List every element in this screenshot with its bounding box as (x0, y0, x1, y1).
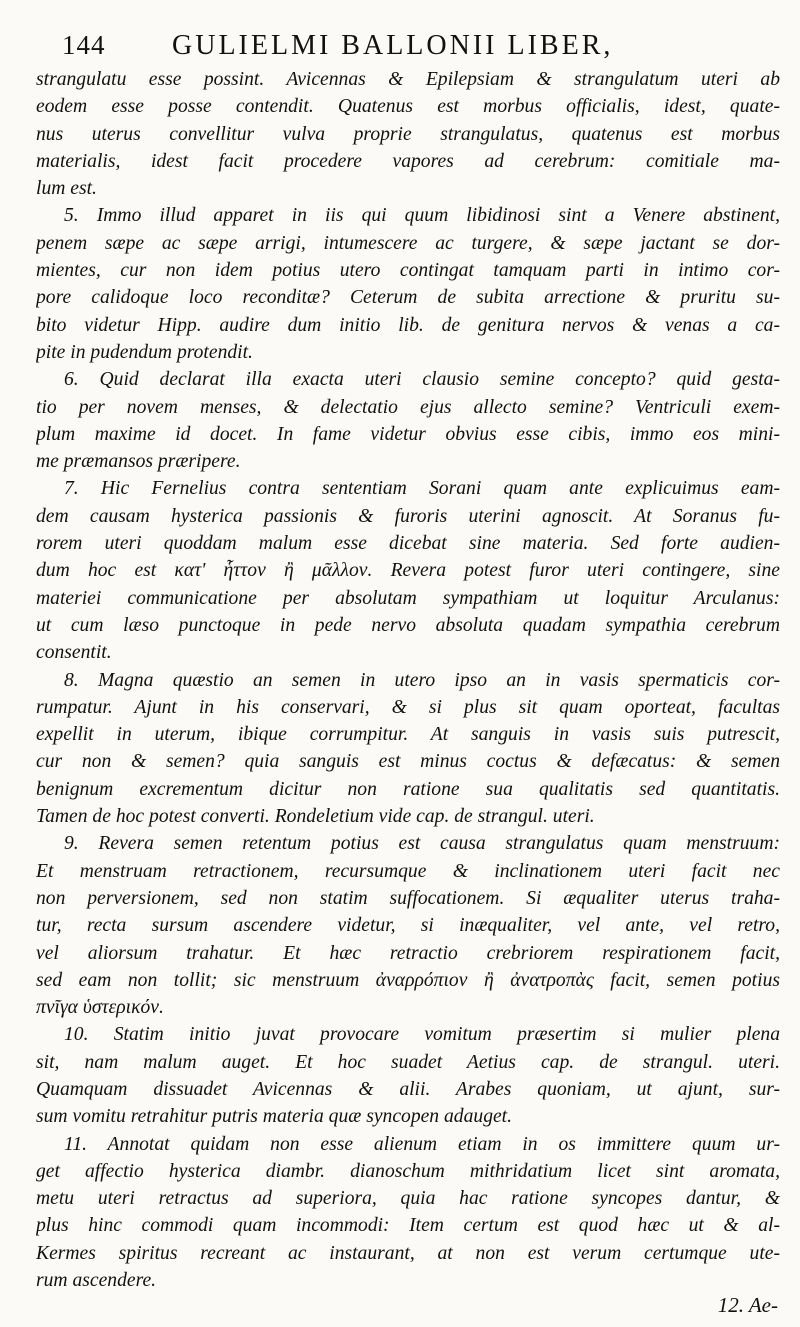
text-line: pite in pudendum protendit. (36, 341, 253, 363)
text-line: consentit. (36, 642, 112, 664)
text-line: 5. Immo illud apparet in iis qui quum libidinosi sint a Venere abstinent, (64, 205, 780, 227)
text-line: mientes, cur non idem potius utero contingat tamquam parti in intimo cor- (36, 260, 780, 282)
text-line: 6. Quid declarat illa exacta uteri clausio semine concepto? quid gesta- (64, 369, 780, 391)
text-line: 9. Revera semen retentum potius est causa strangulatus quam menstruum: (64, 833, 780, 855)
text-line: plum maxime id docet. In fame videtur obvius esse cibis, immo eos mini- (36, 423, 780, 445)
text-line: lum est. (36, 178, 97, 200)
text-line: sum vomitu retrahitur putris materia quæ syncopen adauget. (36, 1106, 513, 1128)
text-line: materialis, idest facit procedere vapores ad cerebrum: comitiale ma- (36, 150, 780, 172)
text-line: 11. Annotat quidam non esse alienum etiam in os immittere quum ur- (64, 1133, 780, 1155)
text-line: cur non & semen? quia sanguis est minus coctus & defæcatus: & semen (36, 751, 780, 773)
text-line: rorem uteri quoddam malum esse dicebat sine materia. Sed forte audien- (36, 533, 780, 555)
text-line: metu uteri retractus ad superiora, quia hac ratione syncopes dantur, & (36, 1188, 780, 1210)
body-text (36, 66, 780, 1294)
text-line: dem causam hysterica passionis & furoris uterini agnoscit. At Soranus fu- (36, 505, 780, 527)
catchword: 12. Ae- (717, 1293, 778, 1317)
text-line: eodem esse posse contendit. Quatenus est morbus officialis, idest, quate- (36, 96, 780, 118)
text-line: penem sæpe ac sæpe arrigi, intumescere ac turgere, & sæpe jactant se dor- (36, 232, 780, 254)
text-line: rumpatur. Ajunt in his conservari, & si plus sit quam oporteat, facultas (36, 696, 780, 718)
text-line: sit, nam malum auget. Et hoc suadet Aetius cap. de strangul. uteri. (36, 1051, 780, 1073)
text-line: 7. Hic Fernelius contra sententiam Sorani quam ante explicuimus eam- (64, 478, 780, 500)
text-line: materiei communicatione per absolutam sympathiam ut loquitur Arculanus: (36, 587, 780, 609)
text-line: bito videtur Hipp. audire dum initio lib. de genitura nervos & venas a ca- (36, 314, 780, 336)
text-line: benignum excrementum dicitur non ratione sua qualitatis sed quantitatis. (36, 778, 780, 800)
text-line: rum ascendere. (36, 1270, 157, 1292)
text-line: Kermes spiritus recreant ac instaurant, at non est verum certumque ute- (36, 1242, 780, 1264)
text-line: tio per novem menses, & delectatio ejus allecto semine? Ventriculi exem- (36, 396, 780, 418)
text-line: dum hoc est κατ' ἧττον ἢ μᾶλλον. Revera potest furor uteri contingere, sine (36, 560, 780, 582)
page-header (62, 26, 782, 66)
text-line: non perversionem, sed non statim suffocationem. Si æqualiter uterus traha- (36, 887, 780, 909)
text-line: Et menstruam retractionem, recursumque & inclinationem uteri facit nec (36, 860, 780, 882)
text-line: expellit in uterum, ibique corrumpitur. At sanguis in vasis suis putrescit, (36, 724, 780, 746)
text-line: Quamquam dissuadet Avicennas & alii. Arabes quoniam, ut ajunt, sur- (36, 1078, 780, 1100)
text-line: 8. Magna quæstio an semen in utero ipso an in vasis spermaticis cor- (64, 669, 780, 691)
text-line: ut cum læso punctoque in pede nervo absoluta quadam sympathia cerebrum (36, 614, 780, 636)
text-line: strangulatu esse possint. Avicennas & Epilepsiam & strangulatum uteri ab (36, 69, 780, 90)
text-line: Tamen de hoc potest converti. Rondeletium vide cap. de strangul. uteri. (36, 806, 595, 828)
text-line: πνῖγα ὑστερικόν. (36, 997, 164, 1019)
text-line: vel aliorsum trahatur. Et hæc retractio crebriorem respirationem facit, (36, 942, 780, 964)
text-line: pore calidoque loco reconditæ? Ceterum de subita arrectione & pruritu su- (36, 287, 780, 309)
text-line: me præmansos præripere. (36, 451, 241, 473)
text-line: sed eam non tollit; sic menstruum ἀναρρόπιον ἢ ἀνατροπὰς facit, semen potius (36, 969, 780, 991)
text-line: tur, recta sursum ascendere videtur, si inæqualiter, vel ante, vel retro, (36, 915, 780, 937)
text-line: plus hinc commodi quam incommodi: Item certum est quod hæc ut & al- (36, 1215, 780, 1237)
text-line: nus uterus convellitur vulva proprie strangulatus, quatenus est morbus (36, 123, 780, 145)
text-line: get affectio hysterica diambr. dianoschum mithridatium licet sint aromata, (36, 1160, 780, 1182)
text-line: 10. Statim initio juvat provocare vomitum præsertim si mulier plena (64, 1024, 780, 1046)
page-number: 144 (62, 30, 106, 60)
running-title: GULIELMI BALLONII LIBER, (172, 30, 614, 61)
